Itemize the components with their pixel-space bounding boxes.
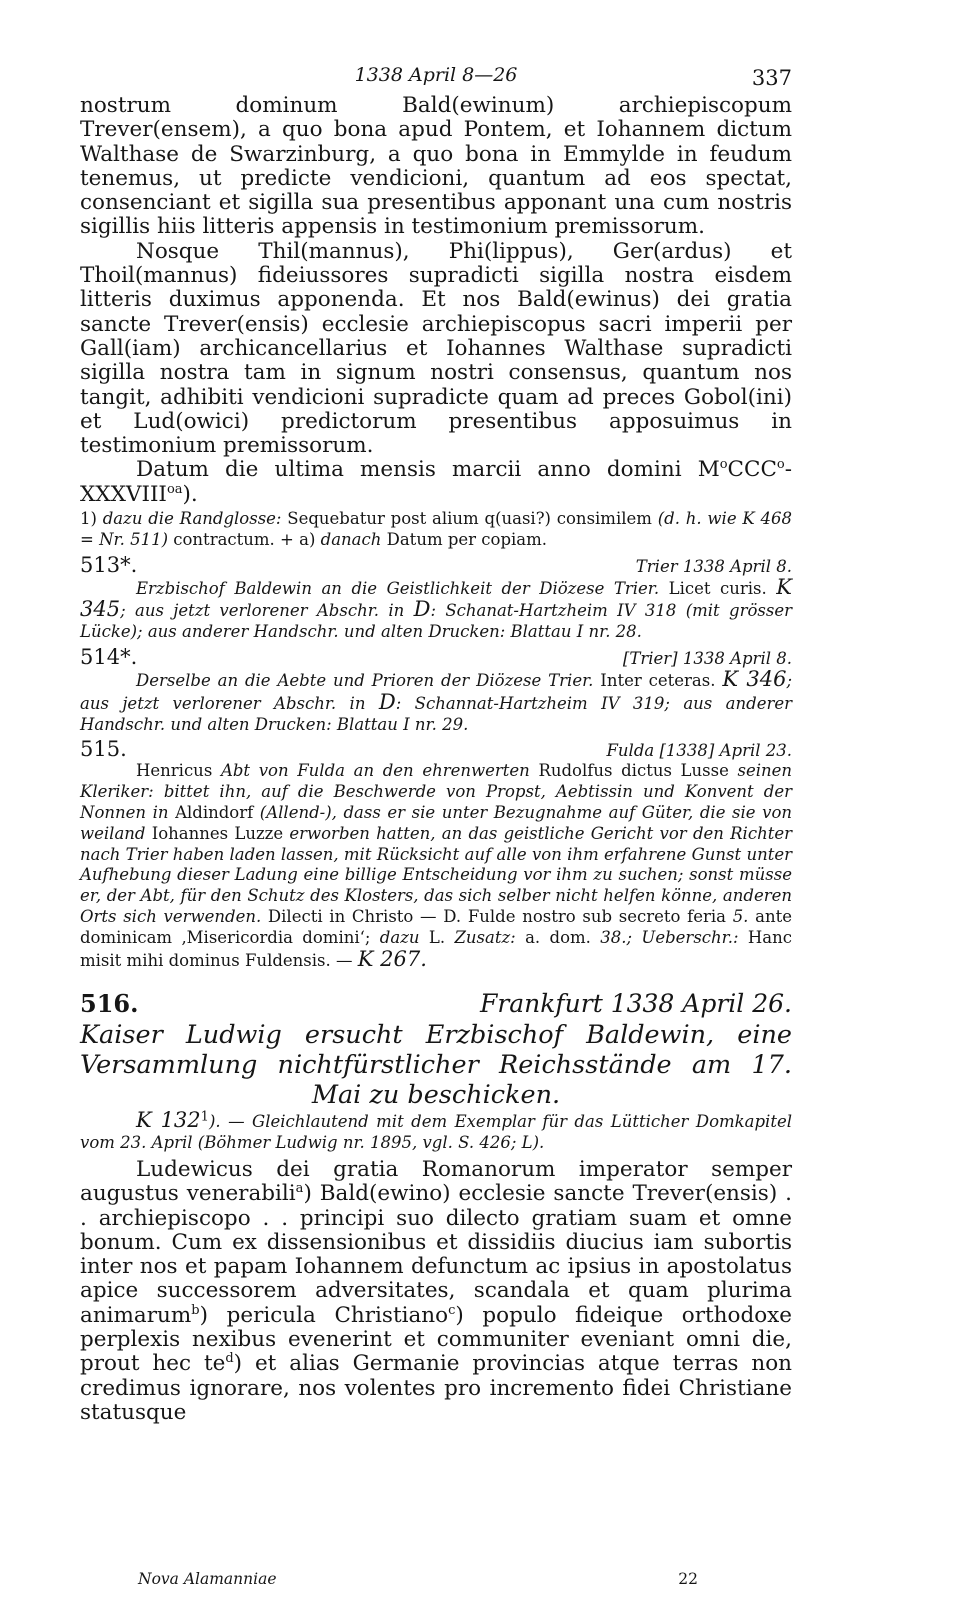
continuation-paragraph: nostrum dominum Bald(ewinum) archiepiscopum Trever(ensem), a quo bona apud Pontem, et Iohannem dictum Walthase de Swarzinburg, a quo bona in Emmylde in feudum tenemus, ut predicte vendicioni, quantum ad eos spectat, consenciant et sigilla sua presentibus apponant una cum nostris sigillis hiis litteris appensis in testimonium premissorum. <box>80 93 792 240</box>
document-date: Frankfurt 1338 April 26. <box>479 989 792 1019</box>
running-head <box>80 58 792 94</box>
regest-text: Henricus Abt von Fulda an den ehrenwerten Rudolfus dictus Lusse seinen Kleriker: bittet ihn, auf die Beschwerde von Propst, Aebtissin und Konvent der Nonnen in Aldindorf (Allend-), dass er sie unter Bezugnahme auf Güter, die sie von weiland Iohannes Luzze erworben hatten, an das geistliche Gericht vor den Richter nach Trier haben laden lassen, mit Rücksicht auf alle von ihm erfahrene Gunst unter Aufhebung dieser Ladung eine billige Entscheidung vor ihm zu suchen; sonst müsse er, der Abt, für den Schutz des Klosters, das sich selber nicht helfen könne, anderen Orts sich verwenden. Dilecti in Christo — D. Fulde nostro sub secreto feria 5. ante dominicam ‚Misericordia domini‘; dazu L. Zusatz: a. dom. 38.; Ueberschr.: Hanc misit mihi dominus Fuldensis. — K 267. <box>80 761 793 971</box>
footnote: 1) dazu die Randglosse: Sequebatur post alium q(uasi?) consimilem (d. h. wie K 468 = Nr. 511) contractum. + a) danach Datum per copiam. <box>80 509 792 549</box>
regest-number: 513*. <box>80 552 138 577</box>
regest-heading <box>80 553 792 577</box>
page-footer <box>138 1570 698 1588</box>
regest-heading <box>80 645 792 669</box>
document-title: Kaiser Ludwig ersucht Erzbischof Baldewin, eine Versammlung nichtfürstlicher Reichsstände am 17. Mai zu beschicken. <box>80 1020 792 1111</box>
page <box>80 58 792 1425</box>
document-number: 516. <box>80 989 139 1019</box>
regest-text: Derselbe an die Aebte und Prioren der Diözese Trier. Inter ceteras. K 346; aus jetzt verlorener Abschr. in D: Schannat-Hartzheim IV 319; aus anderer Handschr. und alten Drucken: Blattau I nr. 29. <box>80 667 793 734</box>
page-number: 337 <box>751 66 792 90</box>
sheet-number: 22 <box>678 1570 698 1588</box>
dating-clause: Datum die ultima mensis marcii anno domini $M^oCCC^o-XXXVIII^{oa}$). <box>80 457 792 507</box>
regest-number: 515. <box>80 737 127 762</box>
regest-date: [Trier] 1338 April 8. <box>622 649 792 669</box>
regest-number: 514*. <box>80 645 138 670</box>
regest-text: Erzbischof Baldewin an die Geistlichkeit der Diözese Trier. Licet curis. K 345; aus jetzt verlorener Abschr. in D: Schanat-Hartzheim IV 318 (mit grösser Lücke); aus anderer Handschr. und alten Drucken: Blattau I nr. 28. <box>80 574 792 642</box>
running-title: 1338 April 8—26 <box>354 64 518 86</box>
document-heading <box>80 989 792 1018</box>
document-text: Ludewicus dei gratia Romanorum imperator semper augustus venerabili$^a$) Bald(ewino) ecclesie sancte Trever(ensis) . . archiepiscopo . . principi suo dilecto gratiam suam et omne bonum. Cum ex dissensionibus et dissidiis diucius iam subortis inter nos et papam Iohannem defunctum ac ipsius in apostolatus apice successorem adversitates, scandala et quam plurima animarum$^b$) pericula Christiano$^c$) populo fideique orthodoxe perplexis nexibus evenerint et communiter eveniant omni die, prout hec $te^d$) et alias Germanie provincias atque terras non credimus ignorare, nos volentes pro incremento fidei Christiane statusque <box>80 1156 793 1425</box>
regest-heading <box>80 737 792 761</box>
continuation-paragraph: Nosque Thil(mannus), Phi(lippus), Ger(ardus) et Thoil(mannus) fideiussores supradicti sigilla nostra eisdem litteris duximus apponenda. Et nos Bald(ewinus) dei gratia sancte Trever(ensis) ecclesie archiepiscopus sacri imperii per Gall(iam) archicancellarius et Iohannes Walthase supradicti sigilla nostra tam in signum nostri consensus, quantum nos tangit, adhibiti vendicioni supradicte quam ad preces Gobol(ini) et Lud(owici) predictorum presentibus apposuimus in testimonium premissorum. <box>80 238 792 459</box>
regest-date: Fulda [1338] April 23. <box>606 741 792 761</box>
sheet-signature: Nova Alamanniae <box>138 1570 277 1588</box>
document-source-note: K $132^1$). — Gleichlautend mit dem Exemplar für das Lütticher Domkapitel vom 23. April (Böhmer Ludwig nr. 1895, vgl. S. 426; L). <box>80 1108 792 1153</box>
regest-date: Trier 1338 April 8. <box>635 556 792 576</box>
